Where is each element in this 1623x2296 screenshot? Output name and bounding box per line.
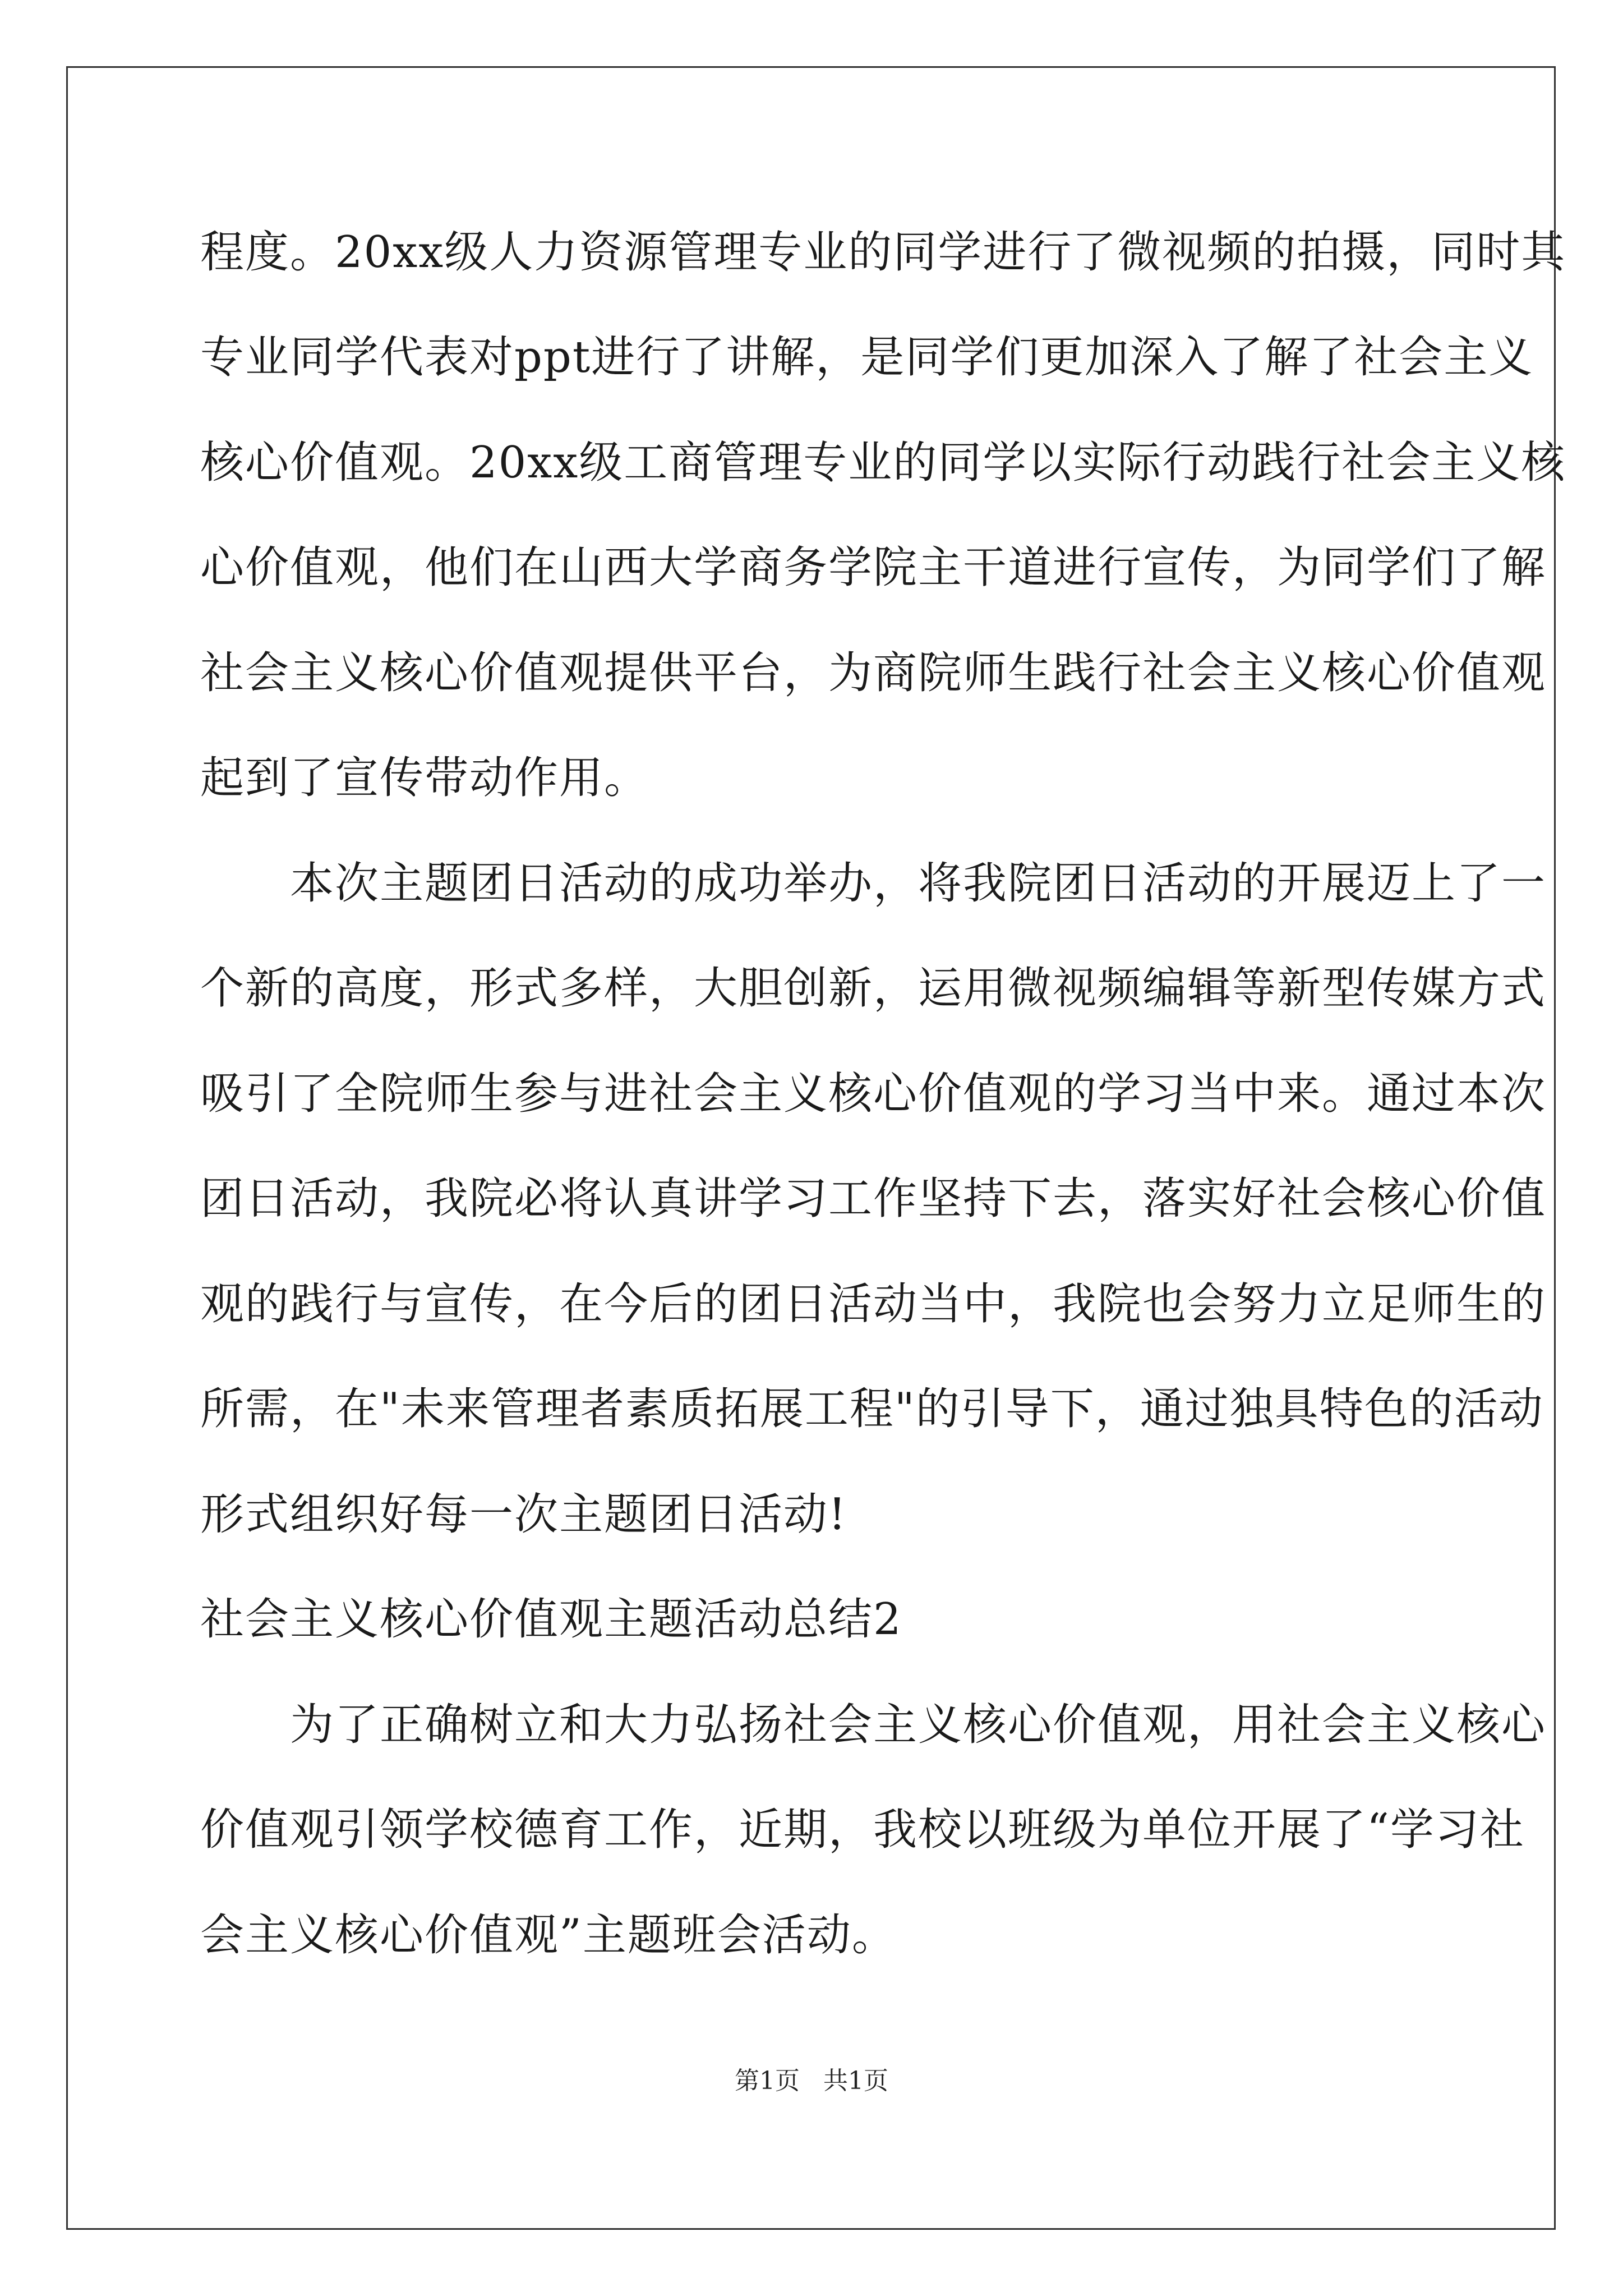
text-line: 社会主义核心价值观提供平台，为商院师生践行社会主义核心价值观 xyxy=(200,648,1547,698)
text-line: 起到了宣传带动作用。 xyxy=(200,753,649,803)
text-line: 团日活动，我院必将认真讲学习工作坚持下去，落实好社会核心价值 xyxy=(200,1174,1547,1224)
text-line: 所需，在"未来管理者素质拓展工程"的引导下，通过独具特色的活动 xyxy=(200,1384,1544,1434)
text-line: 会主义核心价值观”主题班会活动。 xyxy=(200,1910,897,1961)
page-total: 共1页 xyxy=(823,2067,888,2095)
section-heading: 社会主义核心价值观主题活动总结2 xyxy=(200,1594,902,1645)
page-footer xyxy=(0,2064,1623,2098)
text-line: 专业同学代表对ppt进行了讲解，是同学们更加深入了解了社会主义 xyxy=(200,332,1534,383)
page-number: 第1页 xyxy=(735,2067,800,2095)
text-line: 为了正确树立和大力弘扬社会主义核心价值观，用社会主义核心 xyxy=(200,1700,1547,1750)
text-line: 形式组织好每一次主题团日活动! xyxy=(200,1489,847,1540)
text-line: 吸引了全院师生参与进社会主义核心价值观的学习当中来。通过本次 xyxy=(200,1069,1547,1119)
text-line: 程度。20xx级人力资源管理专业的同学进行了微视频的拍摄，同时其 xyxy=(200,227,1566,278)
text-line: 价值观引领学校德育工作，近期，我校以班级为单位开展了“学习社 xyxy=(200,1805,1525,1855)
text-line: 心价值观，他们在山西大学商务学院主干道进行宣传，为同学们了解 xyxy=(200,542,1547,593)
text-line: 本次主题团日活动的成功举办，将我院团日活动的开展迈上了一 xyxy=(200,858,1547,909)
text-line: 个新的高度，形式多样，大胆创新，运用微视频编辑等新型传媒方式 xyxy=(200,963,1547,1014)
text-line: 观的践行与宣传，在今后的团日活动当中，我院也会努力立足师生的 xyxy=(200,1279,1547,1329)
text-line: 核心价值观。20xx级工商管理专业的同学以实际行动践行社会主义核 xyxy=(200,438,1566,488)
